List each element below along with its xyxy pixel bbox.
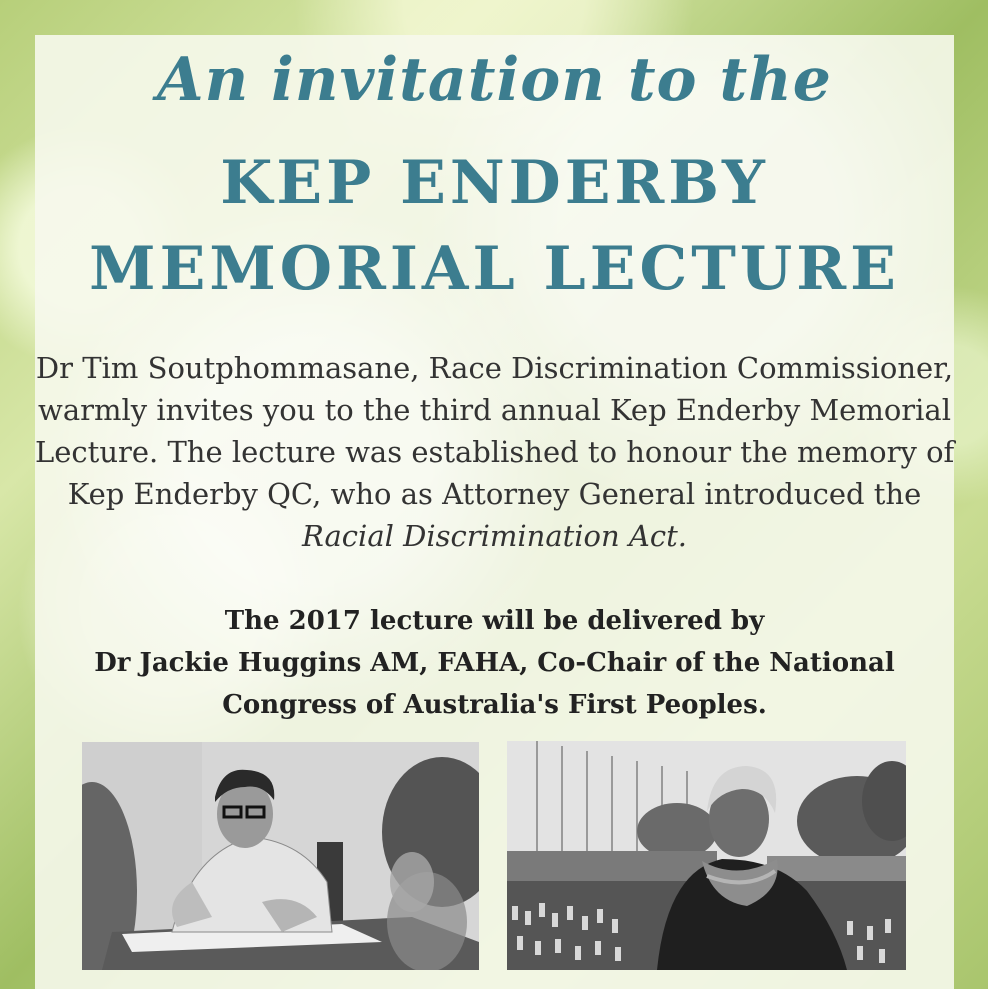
lecture-title-line-2: MEMORIAL LECTURE [89,234,900,304]
body-line: Dr Tim Soutphommasane, Race Discrimination Commissioner, [35,351,954,385]
invitation-card [35,35,954,989]
kep-enderby-photo-illustration [82,742,479,970]
jackie-huggins-photo [507,741,906,970]
speaker-announcement [35,600,954,726]
body-line: Lecture. The lecture was established to honour the memory of [35,435,955,469]
jackie-huggins-photo-illustration [507,741,906,970]
body-line-act-name [35,515,954,557]
body-line: warmly invites you to the third annual Kep Enderby Memorial [38,393,951,427]
speaker-line: Congress of Australia's First Peoples. [222,690,767,720]
act-name: Racial Discrimination Act. [302,519,687,553]
invitation-intro: An invitation to the [157,45,832,115]
kep-enderby-photo [82,742,479,970]
speaker-line: The 2017 lecture will be delivered by [224,606,765,636]
lecture-title-line-1: KEP ENDERBY [220,148,769,218]
body-line: Kep Enderby QC, who as Attorney General introduced the [67,477,922,511]
invitation-body [35,347,954,557]
speaker-line: Dr Jackie Huggins AM, FAHA, Co-Chair of the National [94,648,895,678]
